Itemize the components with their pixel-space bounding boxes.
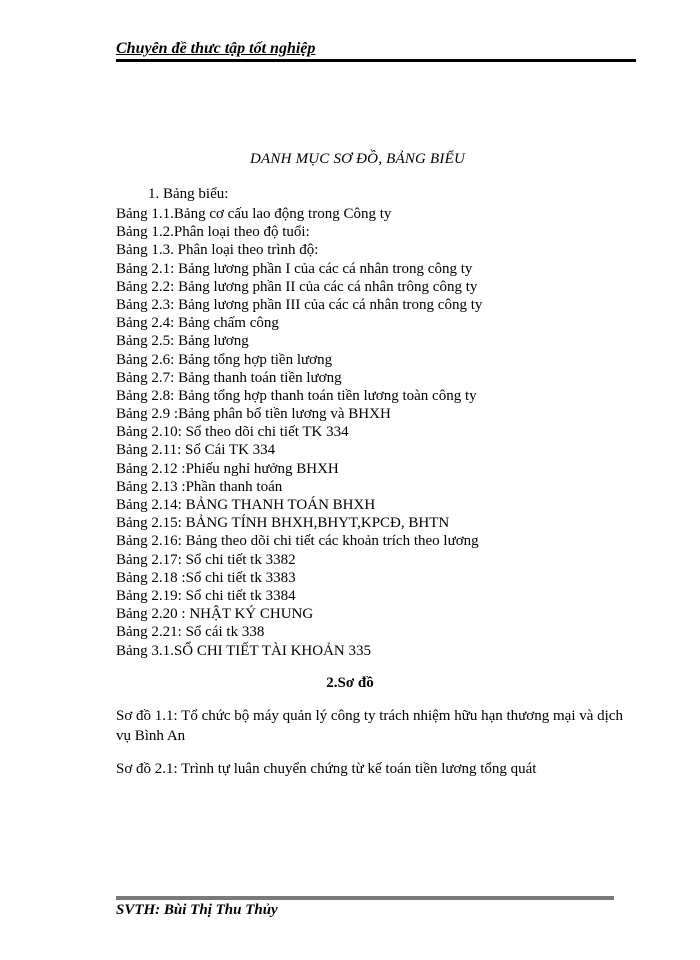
footer-divider <box>116 896 614 900</box>
table-list-item: Bảng 2.17: Sổ chi tiết tk 3382 <box>116 551 296 568</box>
tables-section-heading: 1. Bảng biểu: <box>148 186 229 202</box>
header-divider <box>116 59 636 62</box>
table-list-item: Bảng 2.13 :Phần thanh toán <box>116 478 283 495</box>
table-list-item: Bảng 2.3: Bảng lương phần III của các cá nhân trong công ty <box>116 296 483 313</box>
table-list-item: Bảng 1.3. Phân loại theo trình độ: <box>116 242 319 259</box>
table-list-item: Bảng 2.20 : NHẬT KÝ CHUNG <box>116 606 314 623</box>
table-list-item: Bảng 2.7: Bảng thanh toán tiền lương <box>116 369 342 386</box>
table-list-item: Bảng 2.21: Sổ cái tk 338 <box>116 624 265 641</box>
table-list-item: Bảng 2.2: Bảng lương phần II của các cá nhân trông công ty <box>116 278 478 295</box>
table-list-item: Bảng 2.10: Sổ theo dõi chi tiết TK 334 <box>116 424 349 441</box>
table-list-item: Bảng 2.4: Bảng chấm công <box>116 315 279 332</box>
table-list-item: Bảng 2.5: Bảng lương <box>116 333 249 350</box>
table-list-item: Bảng 2.15: BẢNG TÍNH BHXH,BHYT,KPCĐ, BHTN <box>116 515 450 532</box>
table-list-item: Bảng 2.8: Bảng tổng hợp thanh toán tiền lương toàn công ty <box>116 387 477 404</box>
table-list-item: Bảng 2.6: Bảng tổng hợp tiền lương <box>116 351 333 368</box>
footer-author: SVTH: Bùi Thị Thu Thủy <box>116 902 278 918</box>
diagram-list-item: Sơ đồ 2.1: Trình tự luân chuyển chứng từ kế toán tiền lương tổng quát <box>116 761 537 777</box>
tables-list <box>116 205 636 660</box>
table-list-item: Bảng 2.1: Bảng lương phần I của các cá nhân trong công ty <box>116 260 473 277</box>
page-header-title: Chuyên đề thưc tập tốt nghiệp <box>116 40 316 57</box>
table-list-item: Bảng 2.19: Sổ chi tiết tk 3384 <box>116 587 296 604</box>
table-list-item: Bảng 2.9 :Bảng phân bổ tiền lương và BHXH <box>116 406 391 423</box>
table-list-item: Bảng 3.1.SỔ CHI TIẾT TÀI KHOẢN 335 <box>116 642 371 659</box>
table-list-item: Bảng 2.16: Bảng theo dõi chi tiết các khoản trích theo lương <box>116 533 479 550</box>
table-list-item: Bảng 2.18 :Sổ chi tiết tk 3383 <box>116 569 296 586</box>
table-list-item: Bảng 2.11: Sổ Cái TK 334 <box>116 442 276 459</box>
diagram-list-item: Sơ đồ 1.1: Tổ chức bộ máy quản lý công ty trách nhiệm hữu hạn thương mại và dịch vụ Bình An <box>116 708 623 744</box>
document-title: DANH MỤC SƠ ĐỒ, BẢNG BIỂU <box>250 151 465 167</box>
table-list-item: Bảng 2.14: BẢNG THANH TOÁN BHXH <box>116 497 376 513</box>
table-list-item: Bảng 1.1.Bảng cơ cấu lao động trong Công ty <box>116 206 392 222</box>
table-list-item: Bảng 2.12 :Phiếu nghỉ hưởng BHXH <box>116 460 339 477</box>
diagrams-section-heading: 2.Sơ đồ <box>326 675 374 691</box>
table-list-item: Bảng 1.2.Phân loại theo độ tuổi: <box>116 224 310 241</box>
